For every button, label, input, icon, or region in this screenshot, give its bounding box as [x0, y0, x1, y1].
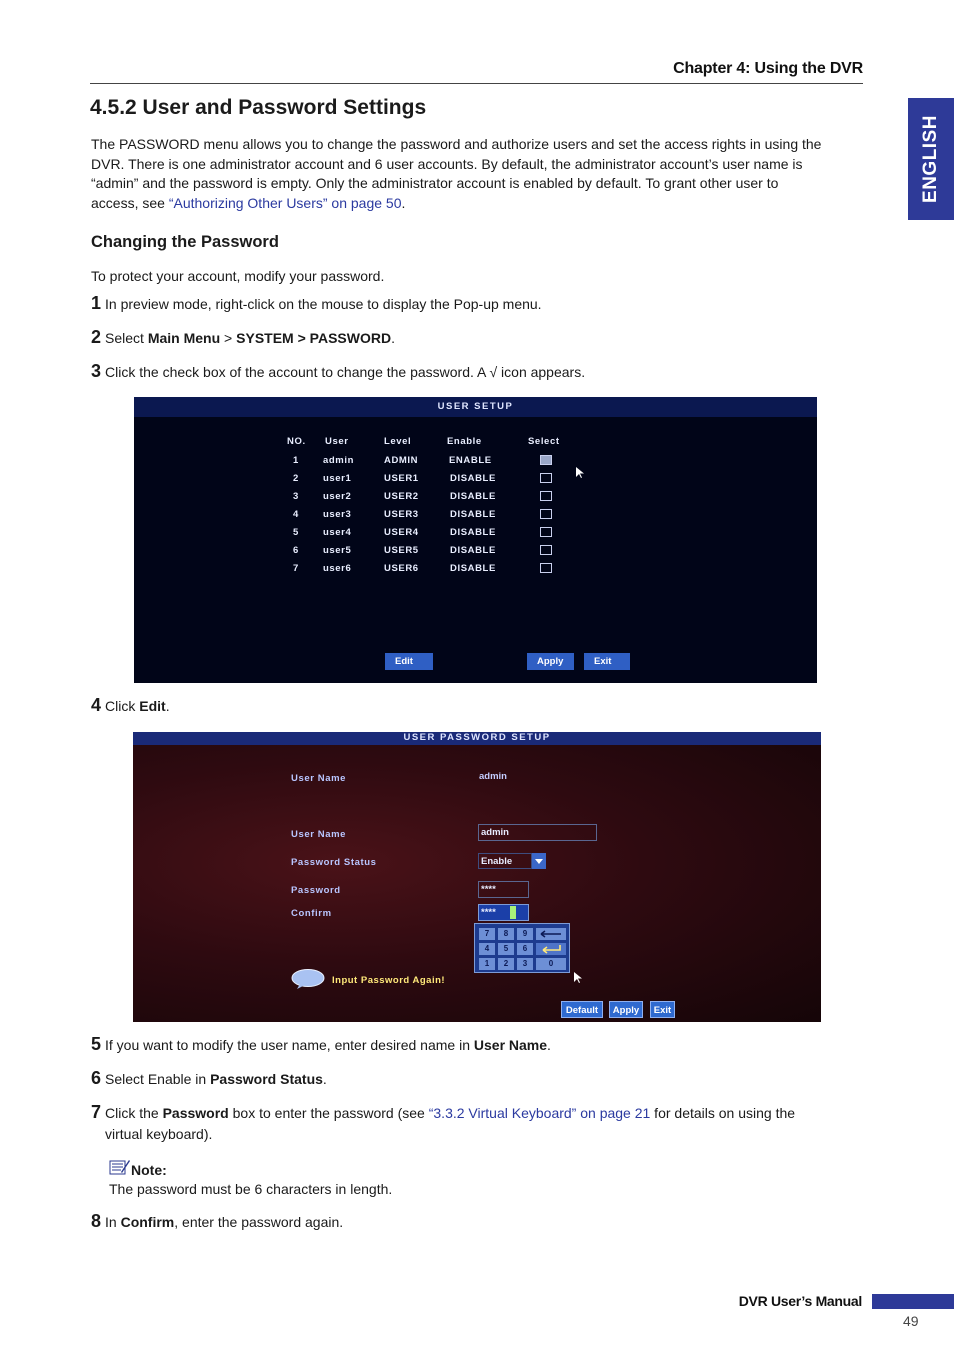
row-user: admin [323, 455, 354, 466]
virtual-keypad [474, 923, 570, 973]
default-button[interactable]: Default [561, 1001, 603, 1018]
mouse-cursor-icon [574, 972, 583, 984]
text-caret [510, 906, 516, 919]
user-name-label-2: User Name [291, 829, 347, 840]
keypad-key[interactable]: 1 [479, 958, 495, 970]
select-checkbox[interactable] [540, 455, 552, 465]
step-1: 1 In preview mode, right-click on the mouse to display the Pop-up menu. [91, 293, 542, 313]
virtual-keyboard-link[interactable]: “3.3.2 Virtual Keyboard” on page 21 [428, 1105, 651, 1121]
password-setup-title: USER PASSWORD SETUP [403, 732, 551, 743]
user-name-value: admin [479, 771, 507, 782]
user-setup-title: USER SETUP [437, 401, 514, 412]
row-user: user3 [323, 509, 352, 520]
row-enable: ENABLE [449, 455, 492, 466]
manual-title: DVR User’s Manual [738, 1293, 862, 1309]
keypad-key[interactable]: 7 [479, 928, 495, 940]
row-user: user2 [323, 491, 352, 502]
row-enable: DISABLE [450, 491, 496, 502]
row-level: ADMIN [384, 455, 419, 466]
note-text: The password must be 6 characters in length. [109, 1181, 393, 1197]
chapter-title: Chapter 4: Using the DVR [673, 60, 863, 77]
row-level: USER4 [384, 527, 419, 538]
row-level: USER6 [384, 563, 419, 574]
row-user: user1 [323, 473, 352, 484]
step-3: 3 Click the check box of the account to change the password. A √ icon appears. [91, 361, 586, 381]
keypad-key[interactable]: 0 [536, 958, 566, 970]
select-checkbox[interactable] [540, 491, 552, 501]
row-no: 2 [293, 473, 299, 484]
backspace-key[interactable] [536, 928, 566, 940]
col-no: NO. [287, 436, 306, 447]
select-checkbox[interactable] [540, 509, 552, 519]
col-enable: Enable [447, 436, 482, 447]
user-name-input[interactable]: admin [478, 824, 597, 841]
row-no: 3 [293, 491, 299, 502]
step-7-continued: virtual keyboard). [105, 1126, 213, 1142]
select-checkbox[interactable] [540, 527, 552, 537]
authorizing-users-link[interactable]: “Authorizing Other Users” on page 50 [168, 194, 402, 211]
speech-bubble-icon [291, 968, 325, 990]
row-user: user5 [323, 545, 352, 556]
sub-intro: To protect your account, modify your password. [91, 268, 385, 284]
password-input[interactable]: **** [478, 881, 529, 898]
page-number: 49 [903, 1313, 919, 1329]
row-enable: DISABLE [450, 527, 496, 538]
step-6: 6 Select Enable in Password Status. [91, 1068, 327, 1088]
step-5: 5 If you want to modify the user name, enter desired name in User Name. [91, 1034, 551, 1054]
hint-text: Input Password Again! [332, 975, 446, 986]
password-status-label: Password Status [291, 857, 377, 868]
confirm-input[interactable]: **** [478, 904, 529, 921]
step-4: 4 Click Edit. [91, 695, 170, 715]
language-tab [908, 98, 954, 220]
step-7: 7 Click the Password box to enter the password (see “3.3.2 Virtual Keyboard” on page 21 for details on using the [91, 1102, 796, 1122]
col-select: Select [528, 436, 560, 447]
row-no: 5 [293, 527, 299, 538]
keypad-key[interactable]: 6 [517, 943, 533, 955]
enter-key[interactable] [536, 943, 566, 955]
footer-bar [872, 1294, 954, 1309]
exit-button[interactable]: Exit [584, 653, 630, 670]
row-no: 1 [293, 455, 299, 466]
row-enable: DISABLE [450, 545, 496, 556]
header-divider [90, 83, 863, 84]
row-user: user6 [323, 563, 352, 574]
subheading: Changing the Password [91, 233, 279, 251]
row-level: USER1 [384, 473, 419, 484]
keypad-key[interactable]: 5 [498, 943, 514, 955]
select-checkbox[interactable] [540, 563, 552, 573]
row-level: USER5 [384, 545, 419, 556]
apply-button[interactable]: Apply [609, 1001, 643, 1018]
keypad-key[interactable]: 9 [517, 928, 533, 940]
row-no: 7 [293, 563, 299, 574]
row-no: 6 [293, 545, 299, 556]
row-no: 4 [293, 509, 299, 520]
password-label: Password [291, 885, 341, 896]
note-icon [108, 1158, 130, 1176]
step-8: 8 In Confirm, enter the password again. [91, 1211, 344, 1231]
confirm-label: Confirm [291, 908, 332, 919]
row-user: user4 [323, 527, 352, 538]
step-2: 2 Select Main Menu > SYSTEM > PASSWORD. [91, 327, 395, 347]
select-checkbox[interactable] [540, 473, 552, 483]
mouse-cursor-icon [576, 467, 585, 479]
password-status-select[interactable]: Enable [478, 853, 532, 869]
user-name-label: User Name [291, 773, 347, 784]
row-enable: DISABLE [450, 473, 496, 484]
note-title: Note: [131, 1162, 167, 1178]
intro-paragraph: The PASSWORD menu allows you to change the password and authorize users and set the access rights in using the DVR. There is one administrator account and 6 user accounts. By default, the administrator account’s user name is “admin” and the password is empty. Only the administrator account is enabled by default. To grant other user to access, see “Authorizing Other Users” on page 50. [91, 136, 822, 211]
select-checkbox[interactable] [540, 545, 552, 555]
apply-button[interactable]: Apply [527, 653, 574, 670]
keypad-key[interactable]: 4 [479, 943, 495, 955]
edit-button[interactable]: Edit [385, 653, 433, 670]
col-user: User [325, 436, 349, 447]
row-enable: DISABLE [450, 509, 496, 520]
language-tab-label: ENGLISH [920, 115, 941, 203]
col-level: Level [384, 436, 412, 447]
keypad-key[interactable]: 8 [498, 928, 514, 940]
password-setup-screenshot [133, 732, 821, 1022]
row-level: USER3 [384, 509, 419, 520]
row-level: USER2 [384, 491, 419, 502]
keypad-key[interactable]: 2 [498, 958, 514, 970]
keypad-key[interactable]: 3 [517, 958, 533, 970]
user-setup-screenshot [134, 397, 817, 683]
exit-button[interactable]: Exit [650, 1001, 675, 1018]
chevron-down-icon[interactable] [532, 853, 546, 869]
section-title: 4.5.2 User and Password Settings [90, 96, 427, 119]
row-enable: DISABLE [450, 563, 496, 574]
